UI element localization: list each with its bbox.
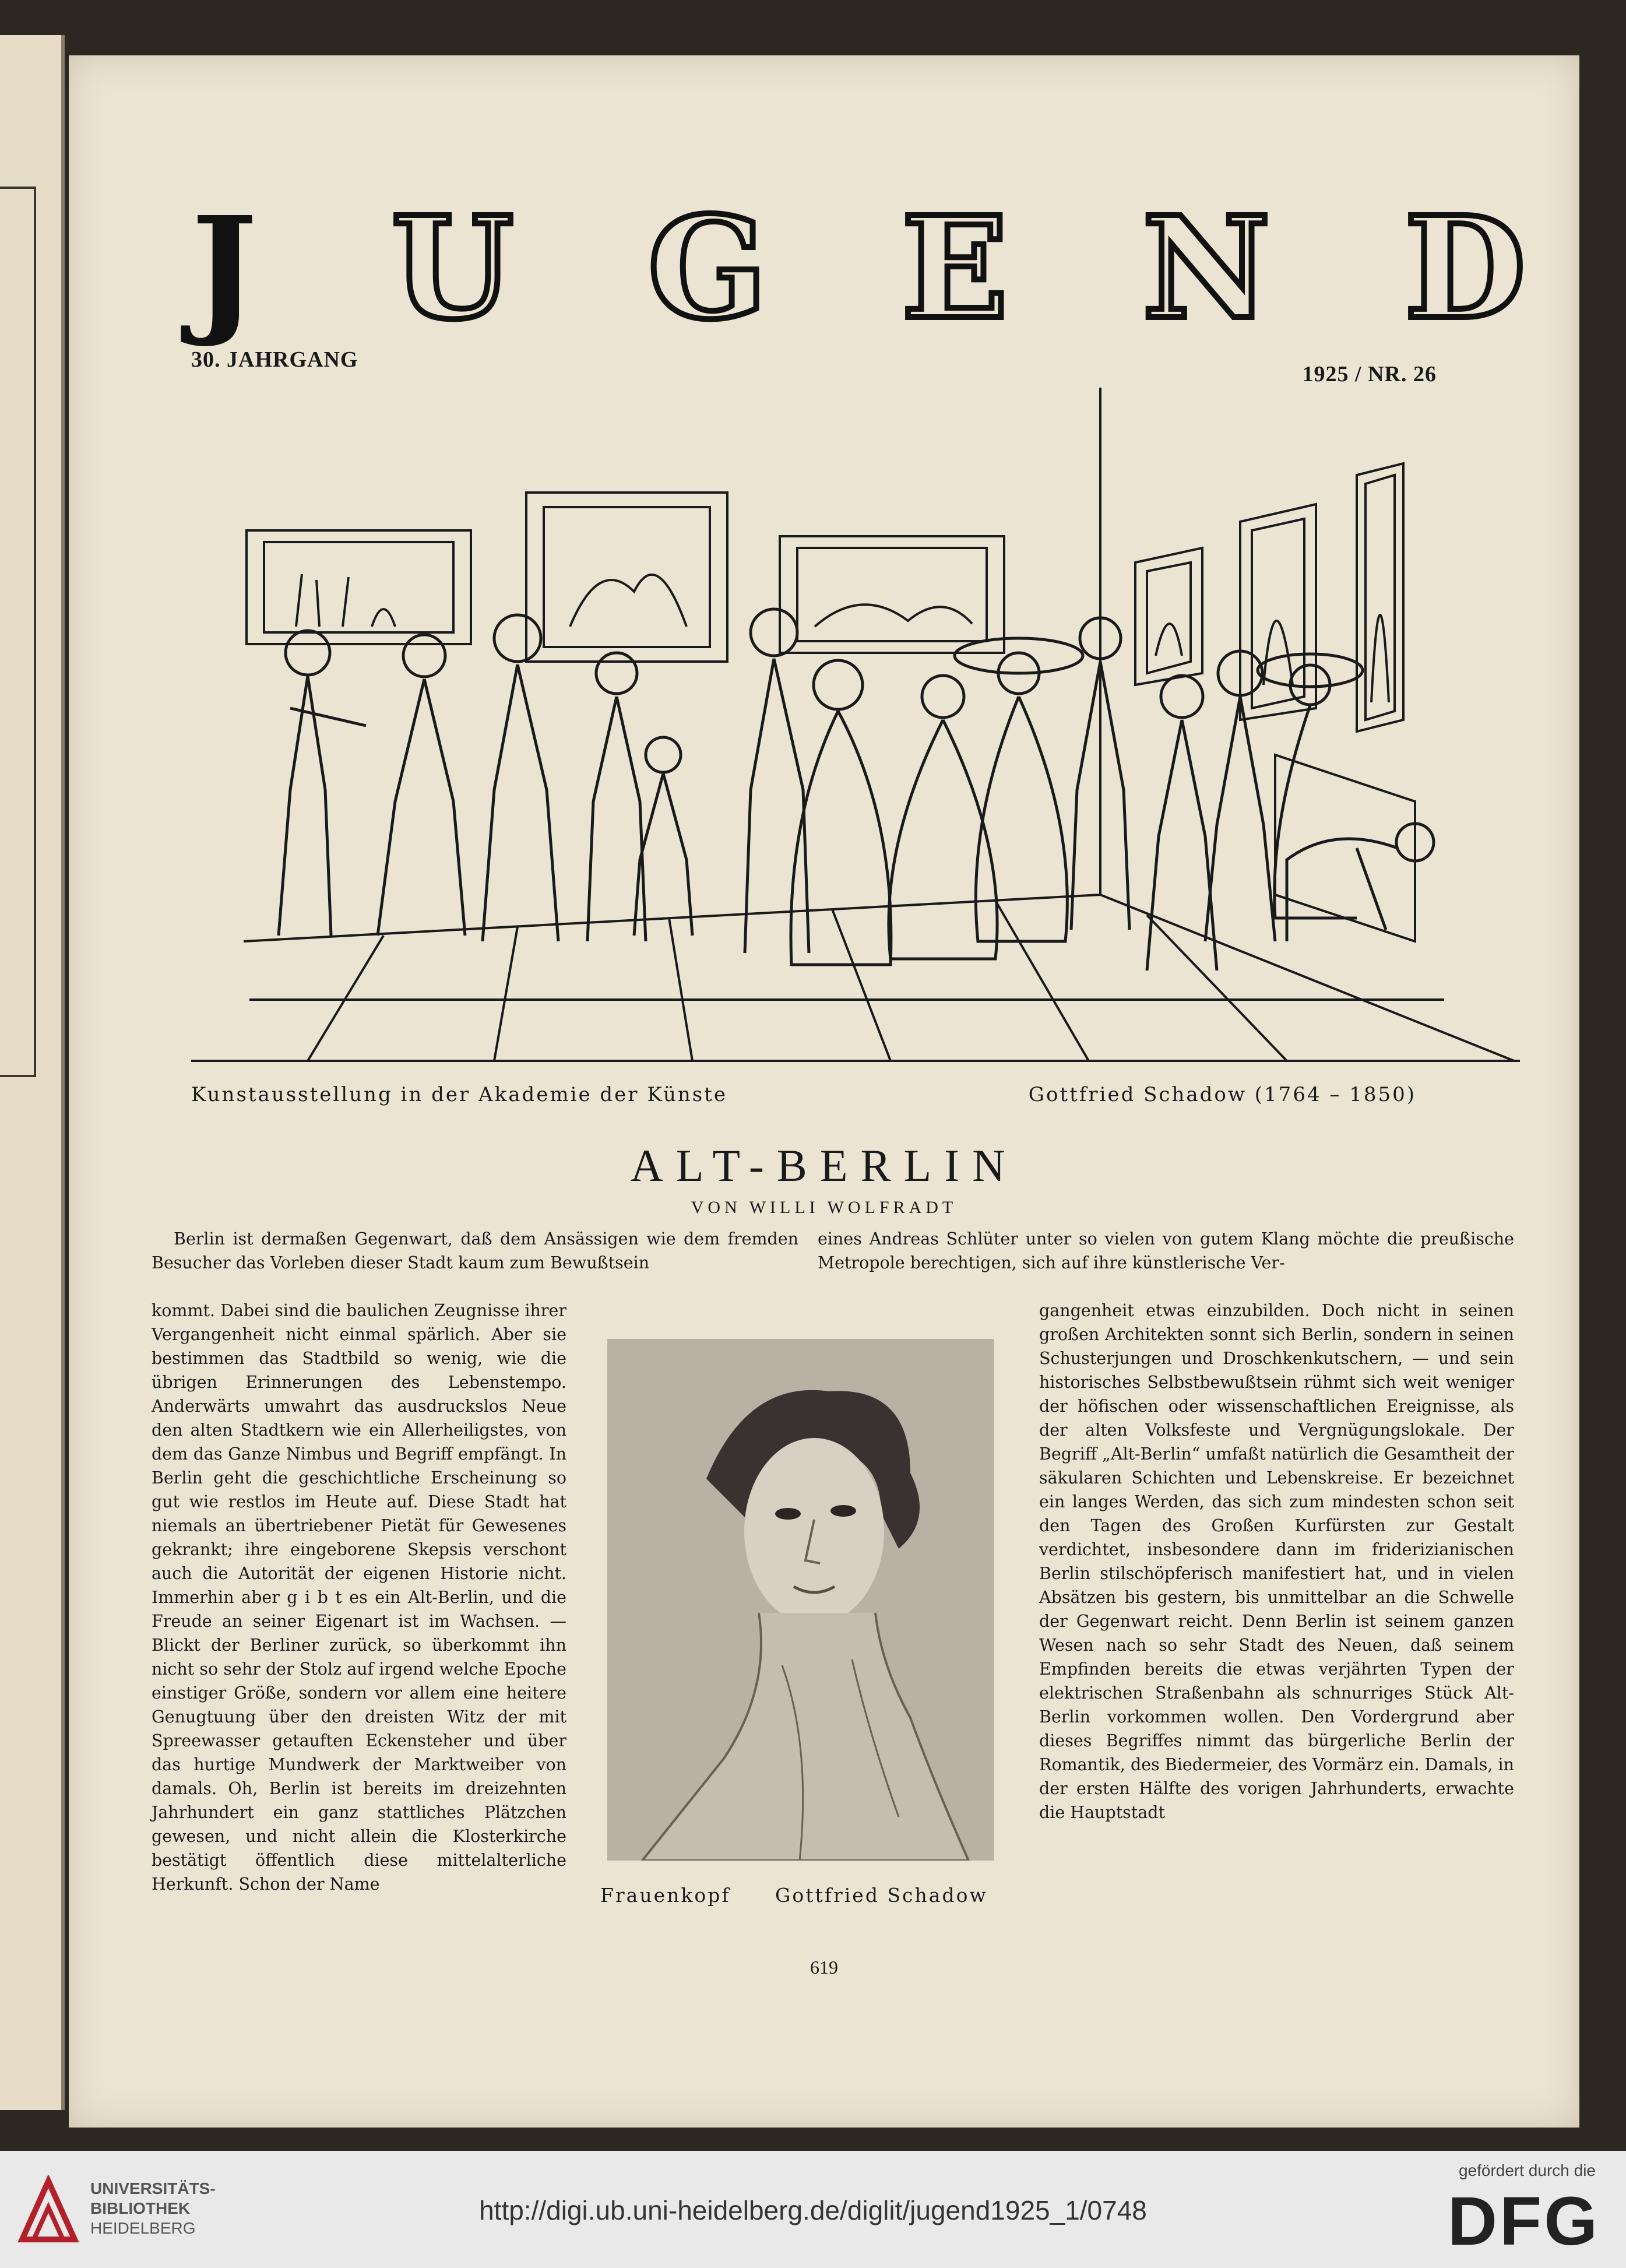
masthead-letter: N (1142, 186, 1270, 350)
article-text-right-top: eines Andreas Schlüter unter so vielen von gutem Klang möchte die preußische Metropole berechtigen, sich auf ihre künstlerische Ver- (818, 1229, 1514, 1272)
article-title: ALT-BERLIN (630, 1140, 1018, 1191)
portrait-credit: Gottfried Schadow (775, 1884, 988, 1907)
portrait-caption: Frauenkopf (600, 1884, 731, 1907)
article-text-left-top: Berlin ist dermaßen Gegenwart, daß dem Ansässigen wie dem fremden Besucher das Vorleben dieser Stadt kaum zum Bewußtsein (152, 1229, 798, 1272)
illustration-credit: Gottfried Schadow (1764 – 1850) (1028, 1083, 1416, 1106)
masthead (191, 186, 1526, 350)
page-number: 619 (810, 1957, 838, 1978)
library-name-line: UNIVERSITÄTS- (90, 2179, 216, 2197)
magazine-page (69, 55, 1579, 2128)
masthead-letter: D (1404, 186, 1526, 350)
issue-label: 1925 / NR. 26 (1302, 362, 1437, 386)
masthead-letter: G (647, 186, 768, 350)
viewer-footer (0, 2151, 1626, 2268)
article-byline: VON WILLI WOLFRADT (691, 1198, 958, 1217)
masthead-letter: U (391, 186, 514, 350)
permalink-url[interactable]: http://digi.ub.uni-heidelberg.de/diglit/jugend1925_1/0748 (479, 2195, 1147, 2225)
article-text-left-column: kommt. Dabei sind die baulichen Zeugnisse ihrer Vergangenheit nicht einmal spärlich. Aber sie bestimmen das Stadtbild so wenig, wie die übrigen Erinnerungen des Lebenstempo. Anderwärts umwahrt das ausdruckslos Neue den alten Stadtkern wie ein Allerheiligstes, von dem das Ganze Nimbus und Begriff empfängt. In Berlin geht die geschichtliche Erscheinung so gut wie restlos im Heute auf. Diese Stadt hat niemals an übertriebener Pietät für Gewesenes gekrankt; ihre eingeborene Skepsis verschont auch die Autorität der eigenen Historie nicht. Immerhin aber g i b t es ein Alt-Berlin, und die Freude an seiner Eigenart ist im Wachsen. — Blickt der Berliner zurück, so überkommt ihn nicht so sehr der Stolz auf irgend welche Epoche einstiger Größe, sondern vor allem eine heitere Genugtuung über den dreisten Witz der mit Spreewasser getauften Eckensteher und über das hurtige Mundwerk der Marktweiber von damals. Oh, Berlin ist bereits im dreizehnten Jahrhundert ein ganz stattliches Plätzchen gewesen, und nicht allein die Klosterkirche bestätigt öffentlich diese mittelalterliche Herkunft. Schon der Name (152, 1301, 566, 1894)
article-text-right-column: gangenheit etwas einzubilden. Doch nicht in seinen großen Architekten sonnt sich Berlin, sondern in seinen Schusterjungen und Droschkenkutschern, — und sein historisches Selbstbewußtsein rühmt sich weit weniger der höfischen oder wissenschaftlichen Ereignisse, als der alten Volksfeste und Vergnügungslokale. Der Begriff „Alt-Berlin“ umfaßt natürlich die Gesamtheit der säkularen Schichten und Lebenskreise. Er bezeichnet ein langes Werden, das sich zum mindesten schon seit den Tagen des Großen Kurfürsten zur Gestalt verdichtet, insbesondere dann im friderizianischen Berlin stilschöpferisch manifestiert hat, und in vielen Absätzen bis gestern, bis unmittelbar an die Schwelle der Gegenwart reicht. Denn Berlin ist seinem ganzen Wesen nach so sehr Stadt des Neuen, daß seinem Empfinden bereits die etwas verjährten Typen der elektrischen Straßenbahn als schnurriges Stück Alt-Berlin vorkommen wollen. Den Vordergrund aber dieses Begriffes nimmt das bürgerliche Berlin der Romantik, des Biedermeier, des Vormärz ein. Damals, in der ersten Hälfte des vorigen Jahrhunderts, erwachte die Hauptstadt (1039, 1301, 1514, 1822)
portrait-drawing (607, 1339, 994, 1861)
exhibition-illustration (191, 382, 1520, 1064)
previous-page-edge (0, 35, 65, 2110)
library-name-line: BIBLIOTHEK (90, 2199, 191, 2217)
masthead-letter: E (901, 186, 1008, 350)
illustration-caption: Kunstausstellung in der Akademie der Künste (191, 1083, 728, 1106)
volume-label: 30. JAHRGANG (191, 347, 358, 372)
library-name-line: HEIDELBERG (90, 2219, 196, 2237)
sponsor-label: gefördert durch die (1458, 2161, 1596, 2179)
previous-page-frame (0, 187, 36, 1077)
masthead-letter: J (191, 186, 258, 350)
dfg-logo[interactable]: DFG (1447, 2183, 1600, 2260)
